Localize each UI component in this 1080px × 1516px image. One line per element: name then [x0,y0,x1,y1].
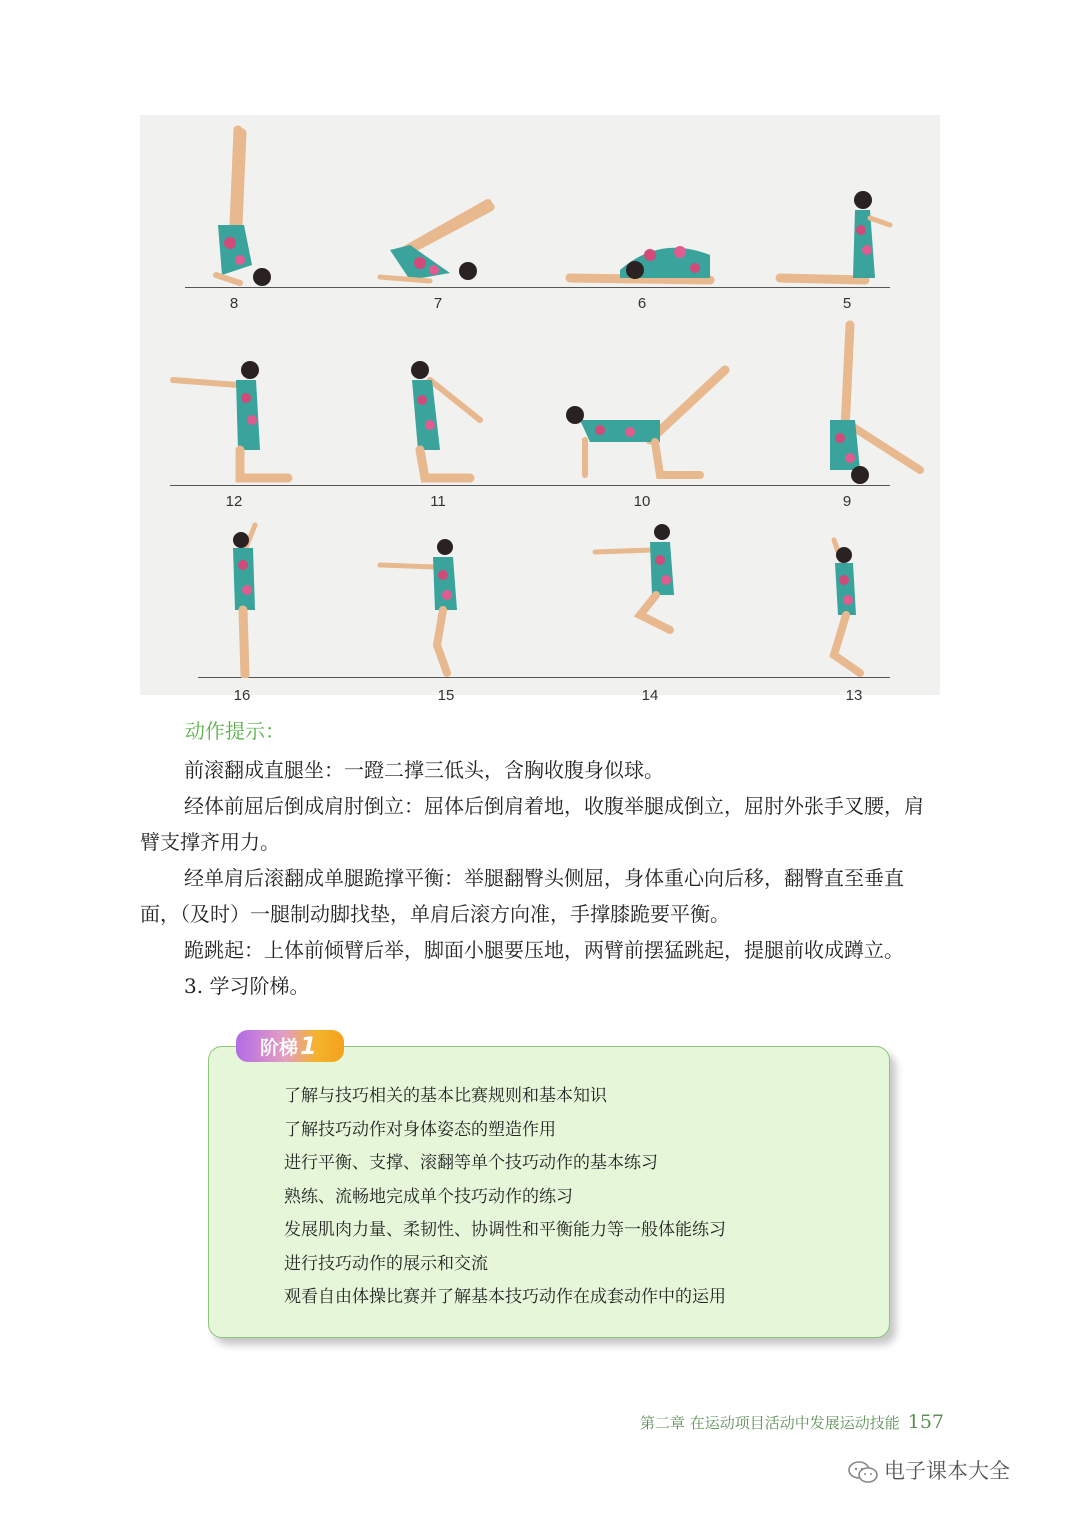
figure-number: 7 [433,295,443,312]
tip-paragraph: 前滚翻成直腿坐：一蹬二撑三低头，含胸收腹身似球。 [184,758,664,782]
figure-number: 16 [233,687,251,704]
ladder-item: 了解技巧动作对身体姿态的塑造作用 [284,1119,556,1140]
ladder-item: 发展肌肉力量、柔韧性、协调性和平衡能力等一般体能练习 [284,1220,726,1240]
figure-number: 14 [641,687,659,704]
gymnast-figure-8 [200,125,280,290]
gymnast-figure-14 [590,520,700,640]
gymnastics-sequence-photo [140,115,940,704]
ladder-tab [236,1030,344,1062]
figure-row-2 [140,315,940,515]
figure-number: 13 [845,687,863,704]
tip-paragraph: 跪跳起：上体前倾臂后举，脚面小腿要压地，两臂前摆猛跳起，提腿前收成蹲立。 [184,938,904,962]
figure-number: 9 [842,493,852,510]
ladder-item: 熟练、流畅地完成单个技巧动作的练习 [284,1186,573,1207]
ladder-list [284,1080,726,1315]
ground-line [170,485,890,486]
gymnast-figure-6 [560,230,720,290]
figure-number: 12 [225,493,243,510]
figure-number: 10 [633,493,651,510]
chapter-title: 第二章 在运动项目活动中发展运动技能 [639,1414,900,1432]
figure-number: 6 [637,295,647,312]
figure-number: 5 [842,295,852,312]
figure-number: 15 [437,687,455,704]
ladder-item: 进行技巧动作的展示和交流 [284,1253,488,1274]
figure-row-3 [140,515,940,704]
page-number: 157 [907,1411,944,1433]
gymnast-figure-9 [805,320,925,485]
section-title: 动作提示： [185,719,285,743]
gymnast-figure-7 [370,195,500,290]
ladder-number: 1 [300,1032,317,1060]
page-footer [640,1411,944,1433]
ladder-item: 进行平衡、支撑、滚翻等单个技巧动作的基本练习 [284,1153,658,1173]
figure-number: 8 [229,295,239,312]
tip-paragraph: 3. 学习阶梯。 [184,974,310,998]
watermark [848,1455,1010,1485]
tip-paragraph: 经体前屈后倒成肩肘倒立：屈体后倒肩着地，收腹举腿成倒立，屈肘外张手叉腰，肩臂支撑齐用力。 [140,794,924,854]
gymnast-figure-11 [390,350,500,485]
gymnast-figure-13 [820,535,890,678]
ladder-item: 了解与技巧相关的基本比赛规则和基本知识 [284,1086,607,1106]
gymnast-figure-5 [775,190,895,290]
tip-paragraph: 经单肩后滚翻成单腿跪撑平衡：举腿翻臀头侧屈，身体重心向后移，翻臀直至垂直面，（及时）一腿制动脚找垫，单肩后滚方向准，手撑膝跪要平衡。 [140,866,904,926]
gymnast-figure-12 [168,350,298,485]
wechat-icon [848,1460,878,1484]
watermark-text: 电子课本大全 [884,1459,1010,1483]
ladder-label: 阶梯 [260,1037,299,1059]
figure-row-1 [140,115,940,315]
figure-number: 11 [430,493,446,510]
gymnast-figure-10 [560,360,730,485]
gymnast-figure-15 [375,535,475,678]
ground-line [198,677,890,678]
gymnast-figure-16 [215,520,275,678]
ladder-item: 观看自由体操比赛并了解基本技巧动作在成套动作中的运用 [284,1287,726,1307]
